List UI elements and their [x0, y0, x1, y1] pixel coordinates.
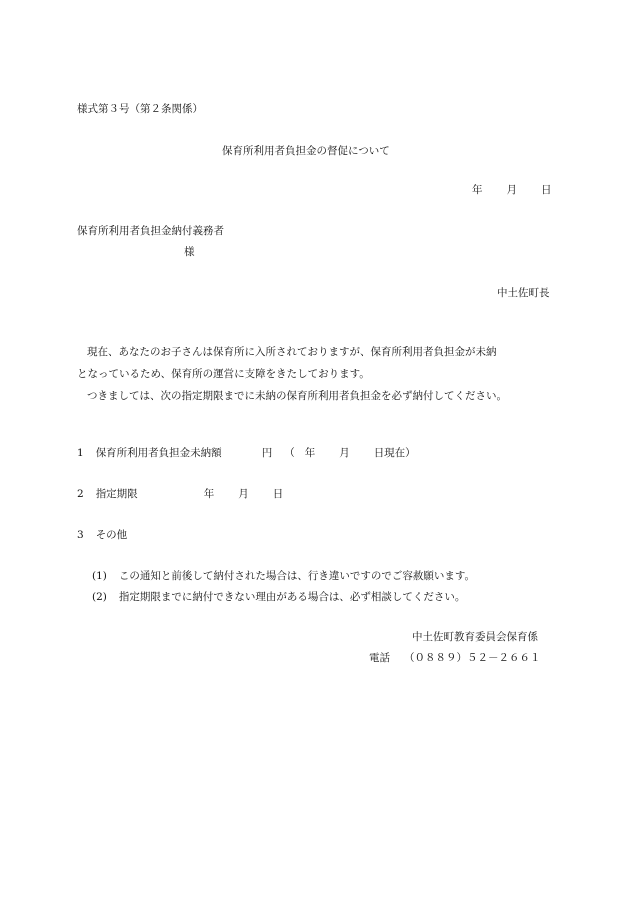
footer-department: 中土佐町教育委員会保育係 [412, 631, 538, 643]
item-2-day: 日 [272, 488, 284, 500]
footer-phone [369, 651, 541, 665]
recipient-title: 保育所利用者負担金納付義務者 [77, 225, 224, 237]
note-2-text: 指定期限までに納付できない理由がある場合は、必ず相談してください。 [118, 591, 466, 603]
item-3 [77, 528, 127, 542]
body-text [77, 341, 557, 407]
item-1-label: 保育所利用者負担金未納額 [95, 447, 222, 459]
body-paragraph-1-line-1: 現在、あなたのお子さんは保育所に入所されておりますが、保育所利用者負担金が未納 [87, 346, 497, 358]
item-1-number: 1 [77, 447, 84, 459]
note-2 [92, 590, 465, 604]
footer-phone-number: （０８８９）５２－２６６１ [404, 652, 541, 664]
item-3-label: その他 [95, 529, 128, 541]
item-2-label: 指定期限 [95, 488, 138, 500]
item-1 [77, 446, 416, 460]
date-month: 月 [506, 184, 517, 196]
date-day: 日 [541, 184, 552, 196]
document-title: 保育所利用者負担金の督促について [222, 145, 390, 157]
item-1-as-of: 日現在） [373, 447, 416, 459]
recipient-honorific: 様 [184, 246, 195, 258]
note-1-number: (1) [92, 570, 107, 582]
body-paragraph-2: つきましては、次の指定期限までに未納の保育所利用者負担金を必ず納付してください。 [87, 390, 507, 402]
item-1-yen: 円 [261, 447, 273, 459]
note-1-text: この通知と前後して納付された場合は、行き違いですのでご容赦願います。 [118, 570, 476, 582]
item-2-number: 2 [77, 488, 84, 500]
item-2 [77, 487, 283, 501]
date-line [472, 183, 552, 197]
item-1-year: 年 [304, 447, 316, 459]
sender-name: 中土佐町長 [497, 287, 550, 299]
date-year: 年 [472, 184, 483, 196]
item-2-month: 月 [238, 488, 249, 500]
item-3-number: 3 [77, 529, 84, 541]
item-1-month: 月 [339, 447, 350, 459]
item-1-open-paren: （ [284, 447, 295, 459]
note-1 [92, 569, 475, 583]
body-paragraph-1-line-2: となっているため、保育所の運営に支障をきたしております。 [77, 368, 370, 380]
note-2-number: (2) [92, 591, 107, 603]
form-label: 様式第３号（第２条関係） [77, 103, 203, 115]
footer-phone-label: 電話 [369, 652, 390, 664]
item-2-year: 年 [203, 488, 215, 500]
